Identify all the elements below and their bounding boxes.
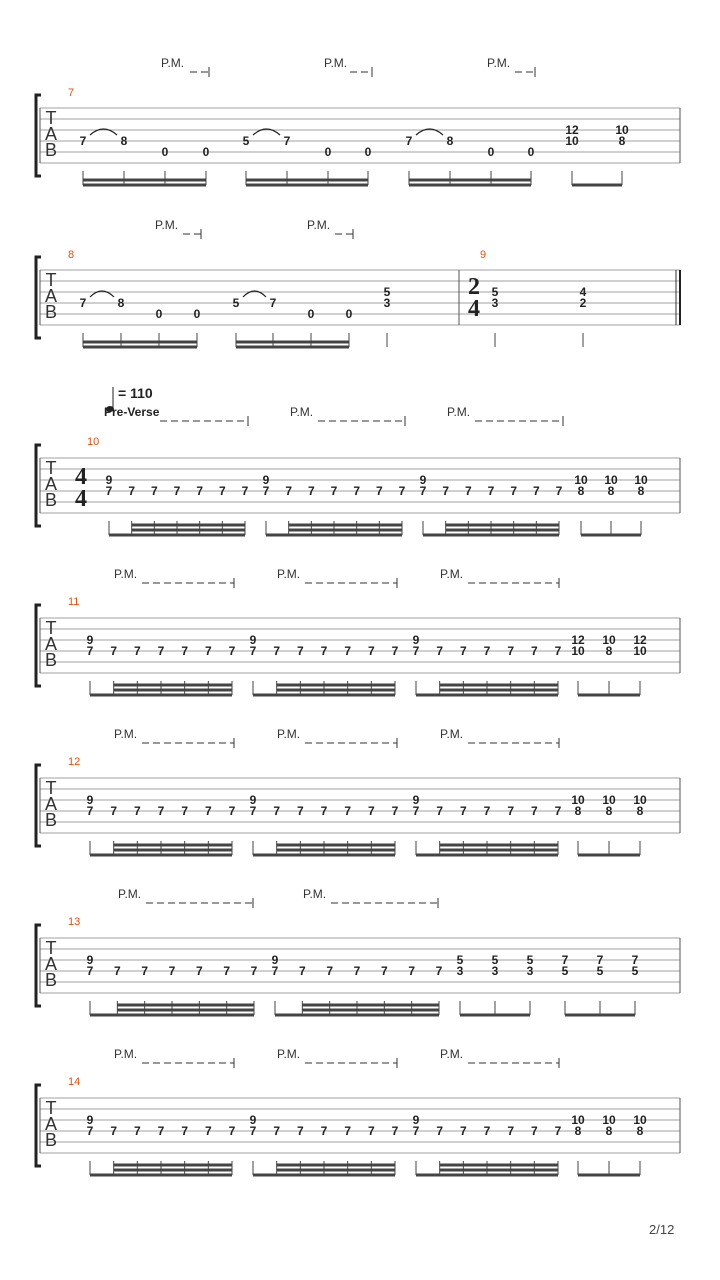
- fret-number: 8: [636, 1124, 644, 1138]
- fret-number: 9: [86, 953, 94, 967]
- measure-number: 13: [68, 916, 81, 928]
- fret-number: 7: [380, 964, 388, 978]
- fret-number: 10: [574, 473, 588, 487]
- palm-mute-label: P.M.: [290, 405, 314, 419]
- tab-clef-letter: T: [45, 270, 57, 290]
- fret-number: 0: [161, 145, 169, 159]
- tab-clef-letter: A: [44, 794, 58, 814]
- palm-mute-label: P.M.: [440, 567, 464, 581]
- fret-number: 5: [631, 964, 639, 978]
- palm-mute-label: P.M.: [155, 218, 179, 232]
- fret-number: 7: [459, 1124, 467, 1138]
- fret-number: 7: [273, 804, 281, 818]
- fret-number: 8: [120, 134, 128, 148]
- fret-number: 7: [241, 484, 249, 498]
- tab-clef-letter: T: [45, 1098, 57, 1118]
- fret-number: 7: [296, 644, 304, 658]
- fret-number: 7: [273, 644, 281, 658]
- fret-number: 7: [483, 804, 491, 818]
- fret-number: 9: [105, 473, 113, 487]
- fret-number: 7: [554, 644, 562, 658]
- fret-number: 7: [150, 484, 158, 498]
- fret-number: 7: [507, 804, 515, 818]
- palm-mute-label: P.M.: [114, 567, 138, 581]
- fret-number: 7: [110, 644, 118, 658]
- fret-number: 7: [344, 804, 352, 818]
- time-signature-bottom: 4: [468, 296, 480, 322]
- fret-number: 0: [527, 145, 535, 159]
- fret-number: 0: [364, 145, 372, 159]
- fret-number: 7: [631, 953, 639, 967]
- fret-number: 7: [435, 964, 443, 978]
- tab-clef-letter: B: [44, 970, 58, 990]
- fret-number: 7: [530, 1124, 538, 1138]
- fret-number: 7: [554, 804, 562, 818]
- fret-number: 7: [405, 134, 413, 148]
- fret-number: 7: [249, 644, 257, 658]
- fret-number: 7: [487, 484, 495, 498]
- measure-number: 8: [68, 249, 75, 261]
- fret-number: 7: [307, 484, 315, 498]
- measure-number: 12: [68, 756, 81, 768]
- tab-clef-letter: B: [44, 490, 58, 510]
- fret-number: 9: [262, 473, 270, 487]
- fret-number: 7: [228, 804, 236, 818]
- fret-number: 5: [456, 953, 464, 967]
- tab-clef-letter: B: [44, 810, 58, 830]
- fret-number: 7: [204, 804, 212, 818]
- fret-number: 8: [636, 804, 644, 818]
- fret-number: 5: [232, 296, 240, 310]
- fret-number: 7: [436, 644, 444, 658]
- fret-number: 5: [491, 953, 499, 967]
- fret-number: 9: [86, 1113, 94, 1127]
- fret-number: 7: [320, 644, 328, 658]
- fret-number: 8: [607, 484, 615, 498]
- fret-number: 7: [196, 484, 204, 498]
- fret-number: 12: [571, 633, 585, 647]
- fret-number: 9: [271, 953, 279, 967]
- fret-number: 10: [602, 1113, 616, 1127]
- fret-number: 7: [181, 804, 189, 818]
- tab-clef-letter: A: [44, 474, 58, 494]
- fret-number: 4: [579, 285, 587, 299]
- fret-number: 7: [218, 484, 226, 498]
- fret-number: 7: [250, 964, 258, 978]
- fret-number: 7: [483, 1124, 491, 1138]
- fret-number: 10: [633, 1113, 647, 1127]
- tab-clef-letter: T: [45, 618, 57, 638]
- fret-number: 0: [202, 145, 210, 159]
- measure-number: 9: [480, 249, 487, 261]
- fret-number: 9: [86, 633, 94, 647]
- fret-number: 10: [602, 793, 616, 807]
- fret-number: 7: [353, 964, 361, 978]
- fret-number: 7: [181, 1124, 189, 1138]
- time-signature-bottom: 4: [75, 486, 87, 512]
- tab-clef-letter: B: [44, 650, 58, 670]
- fret-number: 8: [577, 484, 585, 498]
- fret-number: 9: [249, 633, 257, 647]
- palm-mute-label: P.M.: [118, 887, 142, 901]
- fret-number: 10: [571, 1113, 585, 1127]
- fret-number: 5: [596, 964, 604, 978]
- fret-number: 7: [510, 484, 518, 498]
- fret-number: 7: [436, 1124, 444, 1138]
- palm-mute-label: P.M.: [114, 727, 138, 741]
- tab-clef-letter: A: [44, 286, 58, 306]
- palm-mute-label: P.M.: [161, 56, 185, 70]
- fret-number: 7: [561, 953, 569, 967]
- fret-number: 7: [530, 644, 538, 658]
- fret-number: 7: [483, 644, 491, 658]
- tab-clef-letter: A: [44, 634, 58, 654]
- palm-mute-label: P.M.: [487, 56, 511, 70]
- fret-number: 12: [565, 123, 579, 137]
- fret-number: 0: [345, 307, 353, 321]
- fret-number: 7: [110, 1124, 118, 1138]
- fret-number: 10: [615, 123, 629, 137]
- fret-number: 7: [436, 804, 444, 818]
- tab-clef-letter: T: [45, 108, 57, 128]
- fret-number: 7: [79, 296, 87, 310]
- fret-number: 8: [574, 804, 582, 818]
- fret-number: 7: [285, 484, 293, 498]
- fret-number: 0: [193, 307, 201, 321]
- measure-number: 11: [68, 596, 80, 608]
- time-signature-top: 2: [468, 274, 480, 300]
- tab-clef-letter: A: [44, 1114, 58, 1134]
- fret-number: 10: [571, 793, 585, 807]
- fret-number: 9: [249, 793, 257, 807]
- section-label: Pre-Verse: [104, 405, 160, 419]
- fret-number: 7: [228, 1124, 236, 1138]
- fret-number: 7: [249, 1124, 257, 1138]
- fret-number: 7: [110, 804, 118, 818]
- fret-number: 7: [391, 644, 399, 658]
- fret-number: 8: [605, 644, 613, 658]
- fret-number: 7: [507, 1124, 515, 1138]
- fret-number: 7: [298, 964, 306, 978]
- tab-clef-letter: B: [44, 302, 58, 322]
- fret-number: 7: [128, 484, 136, 498]
- fret-number: 7: [398, 484, 406, 498]
- fret-number: 7: [133, 804, 141, 818]
- tab-clef-letter: A: [44, 124, 58, 144]
- fret-number: 8: [618, 134, 626, 148]
- fret-number: 7: [408, 964, 416, 978]
- fret-number: 7: [507, 644, 515, 658]
- fret-number: 7: [555, 484, 563, 498]
- palm-mute-label: P.M.: [324, 56, 348, 70]
- fret-number: 7: [157, 644, 165, 658]
- fret-number: 7: [367, 804, 375, 818]
- fret-number: 7: [204, 1124, 212, 1138]
- fret-number: 7: [181, 644, 189, 658]
- measure-number: 10: [87, 436, 100, 448]
- fret-number: 7: [283, 134, 291, 148]
- palm-mute-label: P.M.: [447, 405, 471, 419]
- fret-number: 9: [412, 793, 420, 807]
- fret-number: 10: [565, 134, 579, 148]
- time-signature-top: 4: [75, 464, 87, 490]
- page-number: 2/12: [649, 1222, 675, 1237]
- fret-number: 7: [412, 1124, 420, 1138]
- fret-number: 7: [86, 1124, 94, 1138]
- fret-number: 12: [633, 633, 647, 647]
- fret-number: 5: [561, 964, 569, 978]
- fret-number: 7: [459, 804, 467, 818]
- palm-mute-label: P.M.: [440, 1047, 464, 1061]
- fret-number: 7: [367, 644, 375, 658]
- fret-number: 3: [456, 964, 464, 978]
- fret-number: 7: [157, 804, 165, 818]
- fret-number: 7: [330, 484, 338, 498]
- palm-mute-label: P.M.: [277, 727, 301, 741]
- fret-number: 7: [133, 644, 141, 658]
- fret-number: 9: [419, 473, 427, 487]
- fret-number: 7: [79, 134, 87, 148]
- fret-number: 7: [412, 644, 420, 658]
- fret-number: 7: [320, 804, 328, 818]
- fret-number: 10: [604, 473, 618, 487]
- fret-number: 10: [602, 633, 616, 647]
- fret-number: 5: [491, 285, 499, 299]
- fret-number: 7: [391, 804, 399, 818]
- tab-clef-letter: T: [45, 778, 57, 798]
- fret-number: 10: [633, 793, 647, 807]
- fret-number: 7: [262, 484, 270, 498]
- fret-number: 7: [228, 644, 236, 658]
- tab-clef-letter: A: [44, 954, 58, 974]
- fret-number: 8: [446, 134, 454, 148]
- fret-number: 7: [113, 964, 121, 978]
- fret-number: 7: [269, 296, 277, 310]
- tab-clef-letter: T: [45, 458, 57, 478]
- fret-number: 5: [526, 953, 534, 967]
- fret-number: 7: [86, 964, 94, 978]
- palm-mute-label: P.M.: [440, 727, 464, 741]
- fret-number: 7: [326, 964, 334, 978]
- fret-number: 7: [86, 644, 94, 658]
- fret-number: 7: [168, 964, 176, 978]
- fret-number: 8: [605, 1124, 613, 1138]
- fret-number: 7: [442, 484, 450, 498]
- fret-number: 7: [375, 484, 383, 498]
- fret-number: 7: [86, 804, 94, 818]
- fret-number: 3: [383, 296, 391, 310]
- fret-number: 9: [412, 1113, 420, 1127]
- fret-number: 0: [155, 307, 163, 321]
- fret-number: 7: [157, 1124, 165, 1138]
- fret-number: 5: [383, 285, 391, 299]
- fret-number: 9: [86, 793, 94, 807]
- fret-number: 7: [296, 1124, 304, 1138]
- fret-number: 0: [324, 145, 332, 159]
- fret-number: 7: [320, 1124, 328, 1138]
- fret-number: 10: [634, 473, 648, 487]
- fret-number: 7: [223, 964, 231, 978]
- measure-number: 14: [68, 1076, 81, 1088]
- fret-number: 7: [273, 1124, 281, 1138]
- fret-number: 0: [307, 307, 315, 321]
- palm-mute-label: P.M.: [303, 887, 327, 901]
- tab-clef-letter: B: [44, 140, 58, 160]
- fret-number: 0: [487, 145, 495, 159]
- fret-number: 10: [633, 644, 647, 658]
- fret-number: 10: [571, 644, 585, 658]
- measure-number: 7: [68, 87, 75, 99]
- fret-number: 7: [141, 964, 149, 978]
- fret-number: 7: [353, 484, 361, 498]
- fret-number: 7: [391, 1124, 399, 1138]
- fret-number: 2: [579, 296, 587, 310]
- fret-number: 7: [105, 484, 113, 498]
- fret-number: 3: [491, 296, 499, 310]
- fret-number: 7: [412, 804, 420, 818]
- fret-number: 7: [204, 644, 212, 658]
- fret-number: 7: [419, 484, 427, 498]
- fret-number: 7: [249, 804, 257, 818]
- palm-mute-label: P.M.: [307, 218, 331, 232]
- fret-number: 7: [530, 804, 538, 818]
- fret-number: 3: [491, 964, 499, 978]
- fret-number: 5: [242, 134, 250, 148]
- tab-clef-letter: T: [45, 938, 57, 958]
- fret-number: 7: [173, 484, 181, 498]
- fret-number: 7: [459, 644, 467, 658]
- fret-number: 7: [296, 804, 304, 818]
- fret-number: 7: [464, 484, 472, 498]
- fret-number: 7: [596, 953, 604, 967]
- fret-number: 8: [574, 1124, 582, 1138]
- tab-clef-letter: B: [44, 1130, 58, 1150]
- fret-number: 7: [532, 484, 540, 498]
- fret-number: 7: [271, 964, 279, 978]
- tempo-marking: = 110: [118, 385, 153, 401]
- fret-number: 8: [605, 804, 613, 818]
- fret-number: 7: [344, 1124, 352, 1138]
- fret-number: 9: [249, 1113, 257, 1127]
- palm-mute-label: P.M.: [114, 1047, 138, 1061]
- palm-mute-label: P.M.: [277, 567, 301, 581]
- fret-number: 7: [344, 644, 352, 658]
- fret-number: 7: [195, 964, 203, 978]
- fret-number: 8: [637, 484, 645, 498]
- fret-number: 8: [117, 296, 125, 310]
- fret-number: 7: [367, 1124, 375, 1138]
- fret-number: 3: [526, 964, 534, 978]
- palm-mute-label: P.M.: [277, 1047, 301, 1061]
- fret-number: 9: [412, 633, 420, 647]
- fret-number: 7: [554, 1124, 562, 1138]
- fret-number: 7: [133, 1124, 141, 1138]
